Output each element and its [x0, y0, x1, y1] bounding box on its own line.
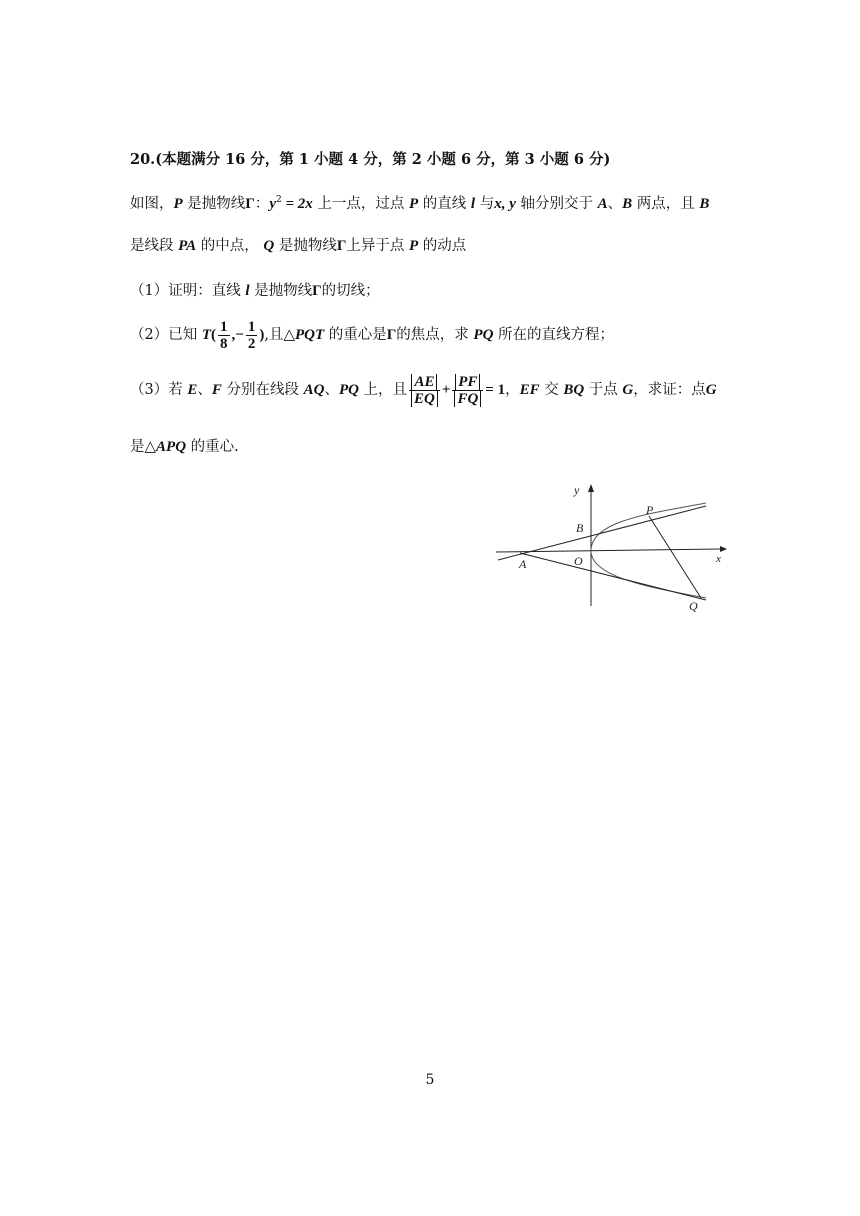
- label-x: x: [716, 553, 721, 565]
- math-triangle-PQT: △PQT: [283, 327, 325, 343]
- stem-text: ：: [254, 195, 270, 212]
- math-G: G: [622, 382, 634, 398]
- part-2-text: 所在的直线方程；: [498, 327, 615, 343]
- stem-text: 两点，且: [636, 195, 695, 212]
- stem-text: 上一点，过点: [317, 195, 405, 212]
- math-gamma: Γ: [245, 195, 255, 212]
- part-3-text: 交: [544, 382, 559, 398]
- fraction-numerator: 1: [247, 318, 256, 335]
- part-3-text: 、: [324, 382, 339, 398]
- math-P: P: [409, 238, 419, 254]
- part-3-text: 分别在线段: [226, 382, 299, 398]
- math-BQ: BQ: [563, 382, 585, 398]
- label-P: P: [646, 503, 654, 517]
- math-eq-y: y: [269, 195, 276, 212]
- fraction-1-8: [218, 319, 230, 352]
- parabola-figure: [494, 478, 734, 618]
- math-AQ: AQ: [303, 382, 325, 398]
- abs-AE: AE: [411, 374, 437, 390]
- stem-text: 上异于点: [346, 238, 405, 254]
- stem-text: 的中点，: [200, 238, 259, 254]
- stem-text: 的直线: [422, 195, 467, 212]
- math-PQ: PQ: [473, 327, 494, 343]
- page-number: 5: [425, 1072, 435, 1088]
- fraction-numerator: 1: [220, 318, 228, 335]
- math-PQ: PQ: [338, 382, 359, 398]
- part-3-text: 上，且: [363, 382, 408, 398]
- fraction-denominator: [409, 391, 440, 407]
- part-3-line-1: [130, 368, 717, 412]
- math-triangle-APQ: △APQ: [144, 439, 187, 455]
- part-3-text: 于点: [588, 382, 618, 398]
- math-gamma: Γ: [386, 327, 397, 343]
- math-T: T: [201, 327, 212, 343]
- part-2-text: 的重心是: [328, 327, 387, 343]
- x-axis-arrow: [720, 546, 727, 552]
- fraction-denominator: 8: [220, 335, 228, 352]
- fraction-PF-FQ: [452, 374, 483, 407]
- line-AQ: [520, 553, 706, 600]
- part-1-text: （1）证明：直线: [130, 283, 241, 299]
- math-l: l: [470, 195, 476, 212]
- line-l: [498, 506, 706, 560]
- part-2: [130, 316, 614, 354]
- math-B: B: [699, 195, 710, 212]
- math-Q: Q: [263, 238, 275, 254]
- stem-text: 如图，: [130, 195, 174, 212]
- math-l: l: [245, 283, 250, 299]
- problem-stem-line-2: [130, 236, 466, 256]
- math-equals-one: = 1: [485, 382, 506, 398]
- stem-text: 是抛物线: [278, 238, 337, 254]
- abs-EQ: EQ: [411, 391, 438, 407]
- part-2-text: （2）已知: [130, 327, 198, 343]
- part-2-text: 的焦点，求: [396, 327, 469, 343]
- abs-PF: PF: [455, 374, 480, 390]
- math-P: P: [409, 195, 419, 212]
- math-gamma: Γ: [336, 238, 347, 254]
- math-P: P: [173, 195, 183, 212]
- fraction-denominator: [452, 391, 483, 407]
- label-A: A: [519, 557, 527, 571]
- y-axis-arrow: [588, 484, 594, 492]
- stem-text: 是线段: [130, 238, 174, 254]
- problem-stem-line-1: [130, 190, 709, 214]
- abs-FQ: FQ: [454, 391, 481, 407]
- problem-header: [130, 150, 610, 170]
- problem-header-text: 20.(本题满分 16 分，第 1 小题 4 分，第 2 小题 6 分，第 3 小题 6 分): [130, 151, 611, 168]
- math-plus: +: [441, 382, 451, 398]
- math-A: A: [597, 195, 608, 212]
- math-E: E: [187, 382, 198, 398]
- part-3-text: ，: [505, 382, 520, 398]
- fraction-numerator: [409, 374, 440, 391]
- part-3-text: 、: [197, 382, 212, 398]
- math-eq-rest: = 2x: [281, 195, 313, 212]
- part-1: [130, 281, 380, 301]
- part-1-text: 是抛物线: [254, 283, 313, 299]
- part-3-text: （3）若: [130, 382, 183, 398]
- stem-text: 轴分别交于: [520, 195, 593, 212]
- label-B: B: [576, 521, 584, 535]
- line-PQ: [649, 516, 701, 598]
- fraction-1-2: [246, 319, 258, 352]
- fraction-numerator: [452, 374, 483, 391]
- math-gamma: Γ: [312, 283, 322, 299]
- math-comma: ,−: [231, 327, 244, 343]
- math-B: B: [622, 195, 633, 212]
- part-3-line-2: [130, 437, 239, 457]
- part-3-text: ，求证：点: [633, 382, 706, 398]
- part-3-text: 的重心.: [190, 439, 239, 455]
- math-PA: PA: [178, 238, 197, 254]
- stem-text: 的动点: [422, 238, 467, 254]
- math-G: G: [705, 382, 717, 398]
- math-paren: (: [211, 327, 217, 343]
- label-O: O: [574, 554, 583, 568]
- fraction-AE-EQ: [409, 374, 440, 407]
- math-EF: EF: [519, 382, 540, 398]
- label-y: y: [574, 483, 580, 497]
- math-xy: x, y: [494, 195, 516, 212]
- math-paren: ): [259, 327, 265, 343]
- stem-text: 与: [479, 195, 495, 212]
- part-2-text: ,且: [264, 327, 284, 343]
- fraction-denominator: 2: [247, 335, 256, 352]
- part-1-text: 的切线；: [321, 283, 380, 299]
- label-Q: Q: [689, 599, 698, 613]
- math-F: F: [211, 382, 222, 398]
- math-eq-sup: 2: [276, 195, 282, 205]
- stem-text: 、: [607, 195, 623, 212]
- stem-text: 是抛物线: [187, 195, 246, 212]
- part-3-text: 是: [130, 439, 145, 455]
